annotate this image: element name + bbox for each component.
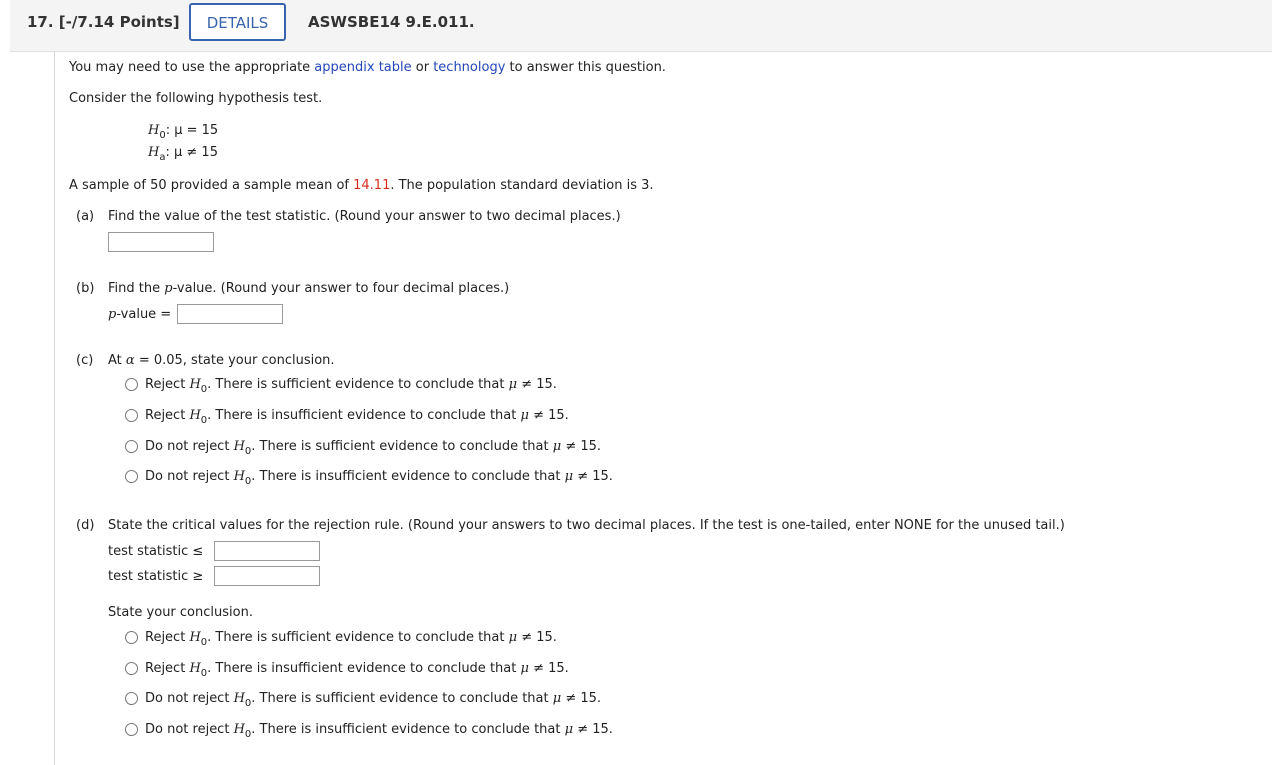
opt-mu: μ <box>552 691 562 706</box>
part-b-post: -value. (Round your answer to four decimal places.) <box>172 281 510 296</box>
opt-mu: μ <box>564 469 574 484</box>
sample-pre: A sample of 50 provided a sample mean of <box>69 178 354 193</box>
part-d-option-4 <box>145 722 613 740</box>
opt-post: . There is insufficient evidence to conclude that <box>207 661 521 676</box>
opt-sub: 0 <box>200 384 208 395</box>
part-c-radio-2[interactable] <box>125 409 138 422</box>
opt-end: ≠ 15. <box>517 630 557 645</box>
ha-letter: H <box>148 145 160 160</box>
ha-rest: : μ ≠ 15 <box>165 145 218 160</box>
opt-mu: μ <box>520 408 529 423</box>
opt-post: . There is sufficient evidence to conclude that <box>207 377 509 392</box>
sample-mean: 14.11 <box>353 178 391 193</box>
opt-pre: Reject <box>145 630 190 645</box>
opt-mu: μ <box>520 661 529 676</box>
opt-pre: Do not reject <box>145 722 234 737</box>
pvalue-text: -value = <box>116 307 172 322</box>
part-d-option-2 <box>145 661 569 679</box>
opt-sub: 0 <box>200 637 208 648</box>
part-c-post: = 0.05, state your conclusion. <box>134 353 335 368</box>
h0-rest: : μ = 15 <box>165 123 219 138</box>
part-c-radio-3[interactable] <box>125 440 138 453</box>
part-c-pre: At <box>108 353 126 368</box>
part-d-radio-3[interactable] <box>125 692 138 705</box>
opt-pre: Reject <box>145 377 190 392</box>
appendix-table-link[interactable]: appendix table <box>314 60 412 75</box>
question-header <box>10 0 1272 52</box>
opt-sub: 0 <box>244 729 252 740</box>
alternative-hypothesis <box>148 145 218 163</box>
h0-sub: 0 <box>159 130 166 141</box>
opt-post: . There is sufficient evidence to conclude that <box>251 439 553 454</box>
ha-sub: a <box>159 152 166 163</box>
null-hypothesis <box>148 123 219 141</box>
opt-sub: 0 <box>244 476 252 487</box>
pvalue-p: p <box>108 307 117 322</box>
part-c-option-4 <box>145 469 613 487</box>
part-d-label: (d) <box>76 518 95 533</box>
opt-post: . There is insufficient evidence to conclude that <box>207 408 521 423</box>
part-c-label: (c) <box>76 353 94 368</box>
part-d-radio-1[interactable] <box>125 631 138 644</box>
opt-h: H <box>233 722 245 737</box>
part-a-question: Find the value of the test statistic. (Round your answer to two decimal places.) <box>108 209 621 224</box>
intro-text <box>69 60 666 75</box>
technology-link[interactable]: technology <box>433 60 506 75</box>
opt-h: H <box>233 469 245 484</box>
opt-sub: 0 <box>200 415 208 426</box>
opt-h: H <box>233 691 245 706</box>
part-b-label: (b) <box>76 281 95 296</box>
details-button[interactable]: DETAILS <box>189 3 286 41</box>
opt-h: H <box>189 630 201 645</box>
part-c-option-2 <box>145 408 569 426</box>
opt-pre: Do not reject <box>145 439 234 454</box>
opt-mu: μ <box>508 630 518 645</box>
opt-end: ≠ 15. <box>517 377 557 392</box>
problem-code: ASWSBE14 9.E.011. <box>308 13 475 31</box>
part-b-p: p <box>164 281 173 296</box>
opt-end: ≠ 15. <box>573 469 613 484</box>
part-d-radio-2[interactable] <box>125 662 138 675</box>
part-c-radio-4[interactable] <box>125 470 138 483</box>
opt-pre: Reject <box>145 408 190 423</box>
opt-h: H <box>189 377 201 392</box>
opt-h: H <box>189 661 201 676</box>
opt-post: . There is insufficient evidence to conclude that <box>251 722 565 737</box>
part-a-label: (a) <box>76 209 95 224</box>
opt-post: . There is sufficient evidence to conclude that <box>207 630 509 645</box>
part-b-question <box>108 281 509 296</box>
opt-h: H <box>233 439 245 454</box>
opt-sub: 0 <box>244 446 252 457</box>
h0-letter: H <box>148 123 160 138</box>
consider-text: Consider the following hypothesis test. <box>69 91 323 106</box>
part-c-option-3 <box>145 439 602 457</box>
test-statistic-input[interactable] <box>108 232 214 252</box>
alpha-symbol: α <box>125 353 135 368</box>
intro-post: to answer this question. <box>505 60 666 75</box>
opt-mu: μ <box>552 439 562 454</box>
sample-post: . The population standard deviation is 3. <box>390 178 654 193</box>
opt-pre: Do not reject <box>145 469 234 484</box>
lower-critical-label: test statistic ≤ <box>108 544 204 559</box>
opt-end: ≠ 15. <box>528 661 569 676</box>
opt-sub: 0 <box>200 668 208 679</box>
opt-mu: μ <box>508 377 518 392</box>
part-d-radio-4[interactable] <box>125 723 138 736</box>
pvalue-label <box>108 307 171 322</box>
opt-mu: μ <box>564 722 574 737</box>
opt-end: ≠ 15. <box>561 691 602 706</box>
intro-mid: or <box>411 60 434 75</box>
opt-end: ≠ 15. <box>561 439 602 454</box>
part-b-pre: Find the <box>108 281 165 296</box>
part-d-option-1 <box>145 630 557 648</box>
part-d-option-3 <box>145 691 602 709</box>
question-number: 17. [-/7.14 Points] <box>27 13 180 31</box>
conclusion-label: State your conclusion. <box>108 605 253 620</box>
part-d-question: State the critical values for the rejection rule. (Round your answers to two decimal places. If the test is one-tailed, enter NONE for the unused tail.) <box>108 518 1065 533</box>
opt-post: . There is insufficient evidence to conclude that <box>251 469 565 484</box>
sample-text <box>69 178 654 193</box>
opt-post: . There is sufficient evidence to conclude that <box>251 691 553 706</box>
pvalue-input[interactable] <box>177 304 283 324</box>
upper-critical-input[interactable] <box>214 566 320 586</box>
left-divider <box>54 51 55 765</box>
part-c-option-1 <box>145 377 557 395</box>
opt-pre: Reject <box>145 661 190 676</box>
opt-end: ≠ 15. <box>573 722 613 737</box>
part-c-radio-1[interactable] <box>125 378 138 391</box>
opt-end: ≠ 15. <box>528 408 569 423</box>
opt-pre: Do not reject <box>145 691 234 706</box>
opt-h: H <box>189 408 201 423</box>
lower-critical-input[interactable] <box>214 541 320 561</box>
upper-critical-label: test statistic ≥ <box>108 569 204 584</box>
opt-sub: 0 <box>244 698 252 709</box>
part-c-question <box>108 353 335 368</box>
intro-pre: You may need to use the appropriate <box>69 60 315 75</box>
